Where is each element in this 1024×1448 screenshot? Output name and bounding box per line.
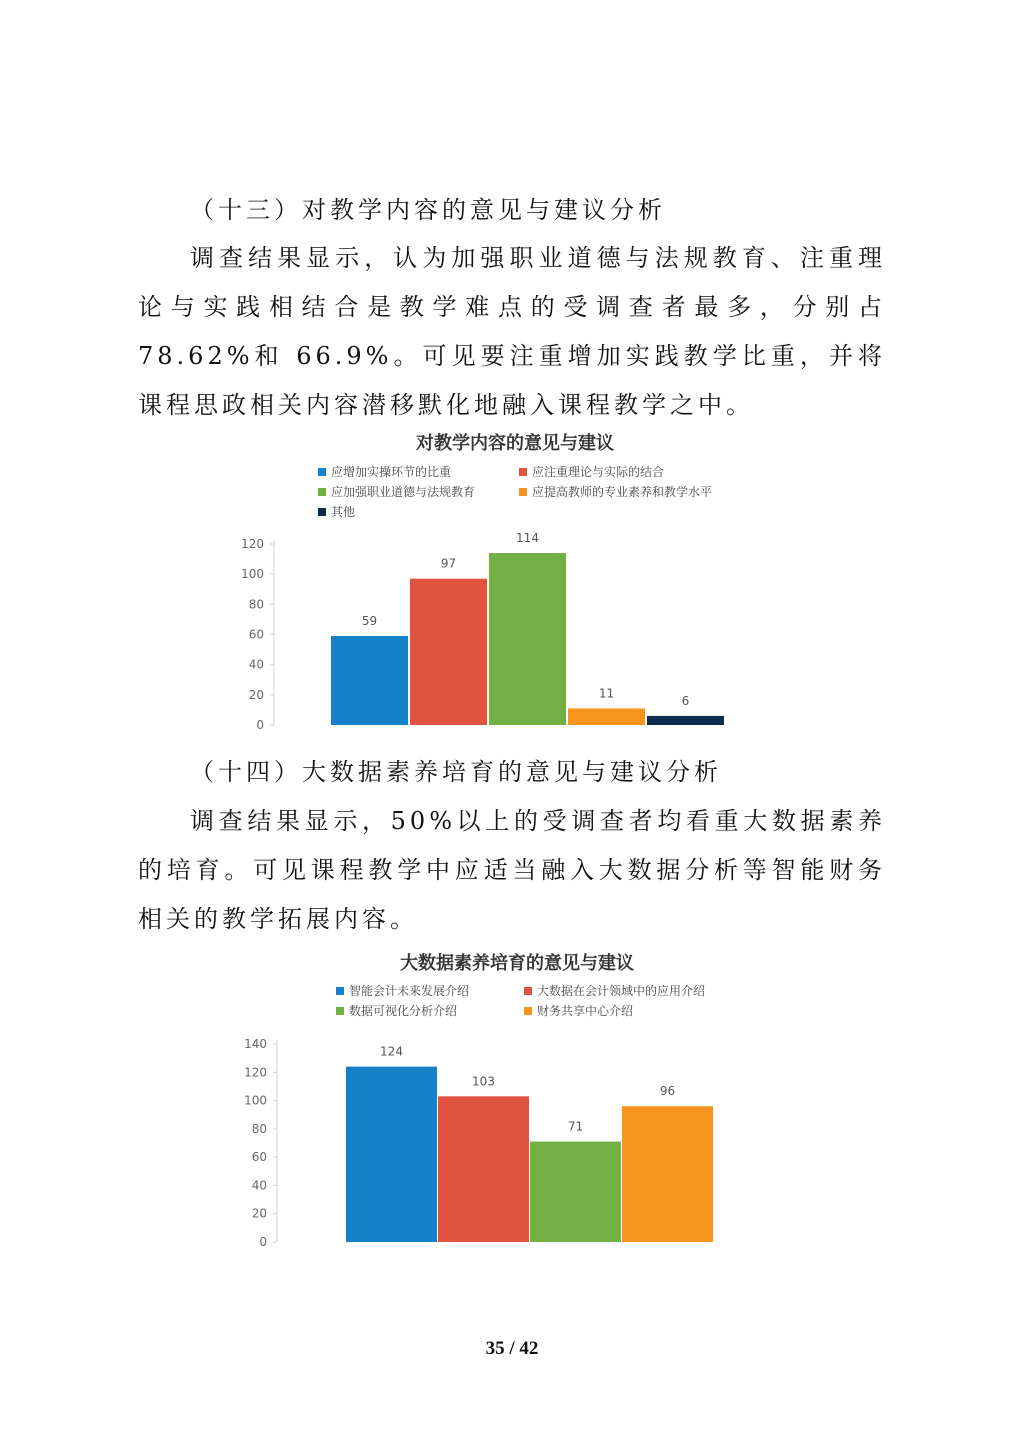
bar (331, 636, 408, 725)
data-label: 124 (380, 1044, 403, 1059)
data-label: 11 (598, 686, 615, 701)
data-label: 6 (681, 693, 690, 708)
legend-label: 应注重理论与实际的结合 (532, 465, 665, 479)
legend-item (519, 464, 664, 479)
section-paragraph-13: 调查结果显示，认为加强职业道德与法规教育、注重理论与实践相结合是教学难点的受调查者最多，分别占 78.62%和 66.9%。可见要注重增加实践教学比重，并将课程思政相关内容潜移默化地融入课程教学之中。 (138, 244, 886, 419)
y-tick-label: 40 (251, 1178, 267, 1193)
y-tick-label: 100 (244, 1093, 267, 1108)
legend-item (336, 1003, 457, 1018)
data-label: 97 (440, 556, 457, 571)
bar (410, 579, 487, 725)
y-tick-label: 0 (259, 1235, 267, 1249)
section-paragraph-14: 调查结果显示，50%以上的受调查者均看重大数据素养的培育。可见课程教学中应适当融入大数据分析等智能财务相关的教学拓展内容。 (138, 807, 886, 933)
y-tick-label: 80 (251, 1121, 267, 1136)
y-tick-label: 0 (256, 718, 264, 732)
bar (622, 1106, 713, 1242)
legend-label: 数据可视化分析介绍 (349, 1004, 458, 1018)
legend-label: 大数据在会计领域中的应用介绍 (537, 984, 706, 998)
legend-item (318, 484, 475, 499)
legend-item (336, 983, 469, 998)
y-tick-label: 20 (248, 687, 264, 702)
bar (489, 553, 566, 725)
legend-swatch (336, 1007, 344, 1015)
data-label: 71 (567, 1119, 584, 1134)
page-number: 35 / 42 (485, 1338, 539, 1359)
chart-title: 大数据素养培育的意见与建议 (400, 953, 634, 974)
y-tick-label: 40 (248, 657, 264, 672)
legend-swatch (519, 488, 527, 496)
section-heading-14: （十四）大数据素养培育的意见与建议分析 (190, 758, 722, 786)
legend-swatch (519, 468, 527, 476)
legend-item (318, 464, 451, 479)
bar (647, 716, 724, 725)
chart-teaching-content (0, 420, 1024, 740)
section-heading-13: （十三）对教学内容的意见与建议分析 (190, 196, 666, 224)
chart-title: 对教学内容的意见与建议 (416, 433, 614, 454)
y-tick-label: 120 (244, 1065, 267, 1080)
data-label: 59 (361, 614, 378, 629)
legend-swatch (336, 987, 344, 995)
legend-label: 应加强职业道德与法规教育 (331, 485, 476, 499)
legend-label: 财务共享中心介绍 (537, 1004, 634, 1018)
y-tick-label: 140 (244, 1037, 267, 1051)
legend-swatch (318, 488, 326, 496)
legend-label: 应提高教师的专业素养和教学水平 (532, 485, 713, 499)
data-label: 114 (516, 531, 539, 546)
y-tick-label: 60 (251, 1150, 267, 1165)
legend-swatch (524, 1007, 532, 1015)
y-tick-label: 80 (248, 597, 264, 612)
data-label: 96 (659, 1084, 676, 1099)
legend-item (318, 504, 355, 519)
legend-swatch (318, 508, 326, 516)
legend-swatch (524, 987, 532, 995)
y-tick-label: 20 (251, 1206, 267, 1221)
bar (568, 708, 645, 725)
data-label: 103 (472, 1074, 495, 1089)
y-tick-label: 100 (241, 567, 264, 582)
bar (438, 1096, 529, 1242)
legend-item (524, 1003, 633, 1018)
legend-label: 智能会计未来发展介绍 (349, 984, 470, 998)
y-tick-label: 60 (248, 627, 264, 642)
bar (346, 1067, 437, 1242)
legend-label: 其他 (331, 505, 356, 519)
legend-item (524, 983, 705, 998)
legend-label: 应增加实操环节的比重 (331, 465, 452, 479)
legend-item (519, 484, 712, 499)
bar (530, 1142, 621, 1242)
legend-swatch (318, 468, 326, 476)
chart-big-data-literacy (0, 940, 1024, 1260)
y-tick-label: 120 (241, 537, 264, 551)
